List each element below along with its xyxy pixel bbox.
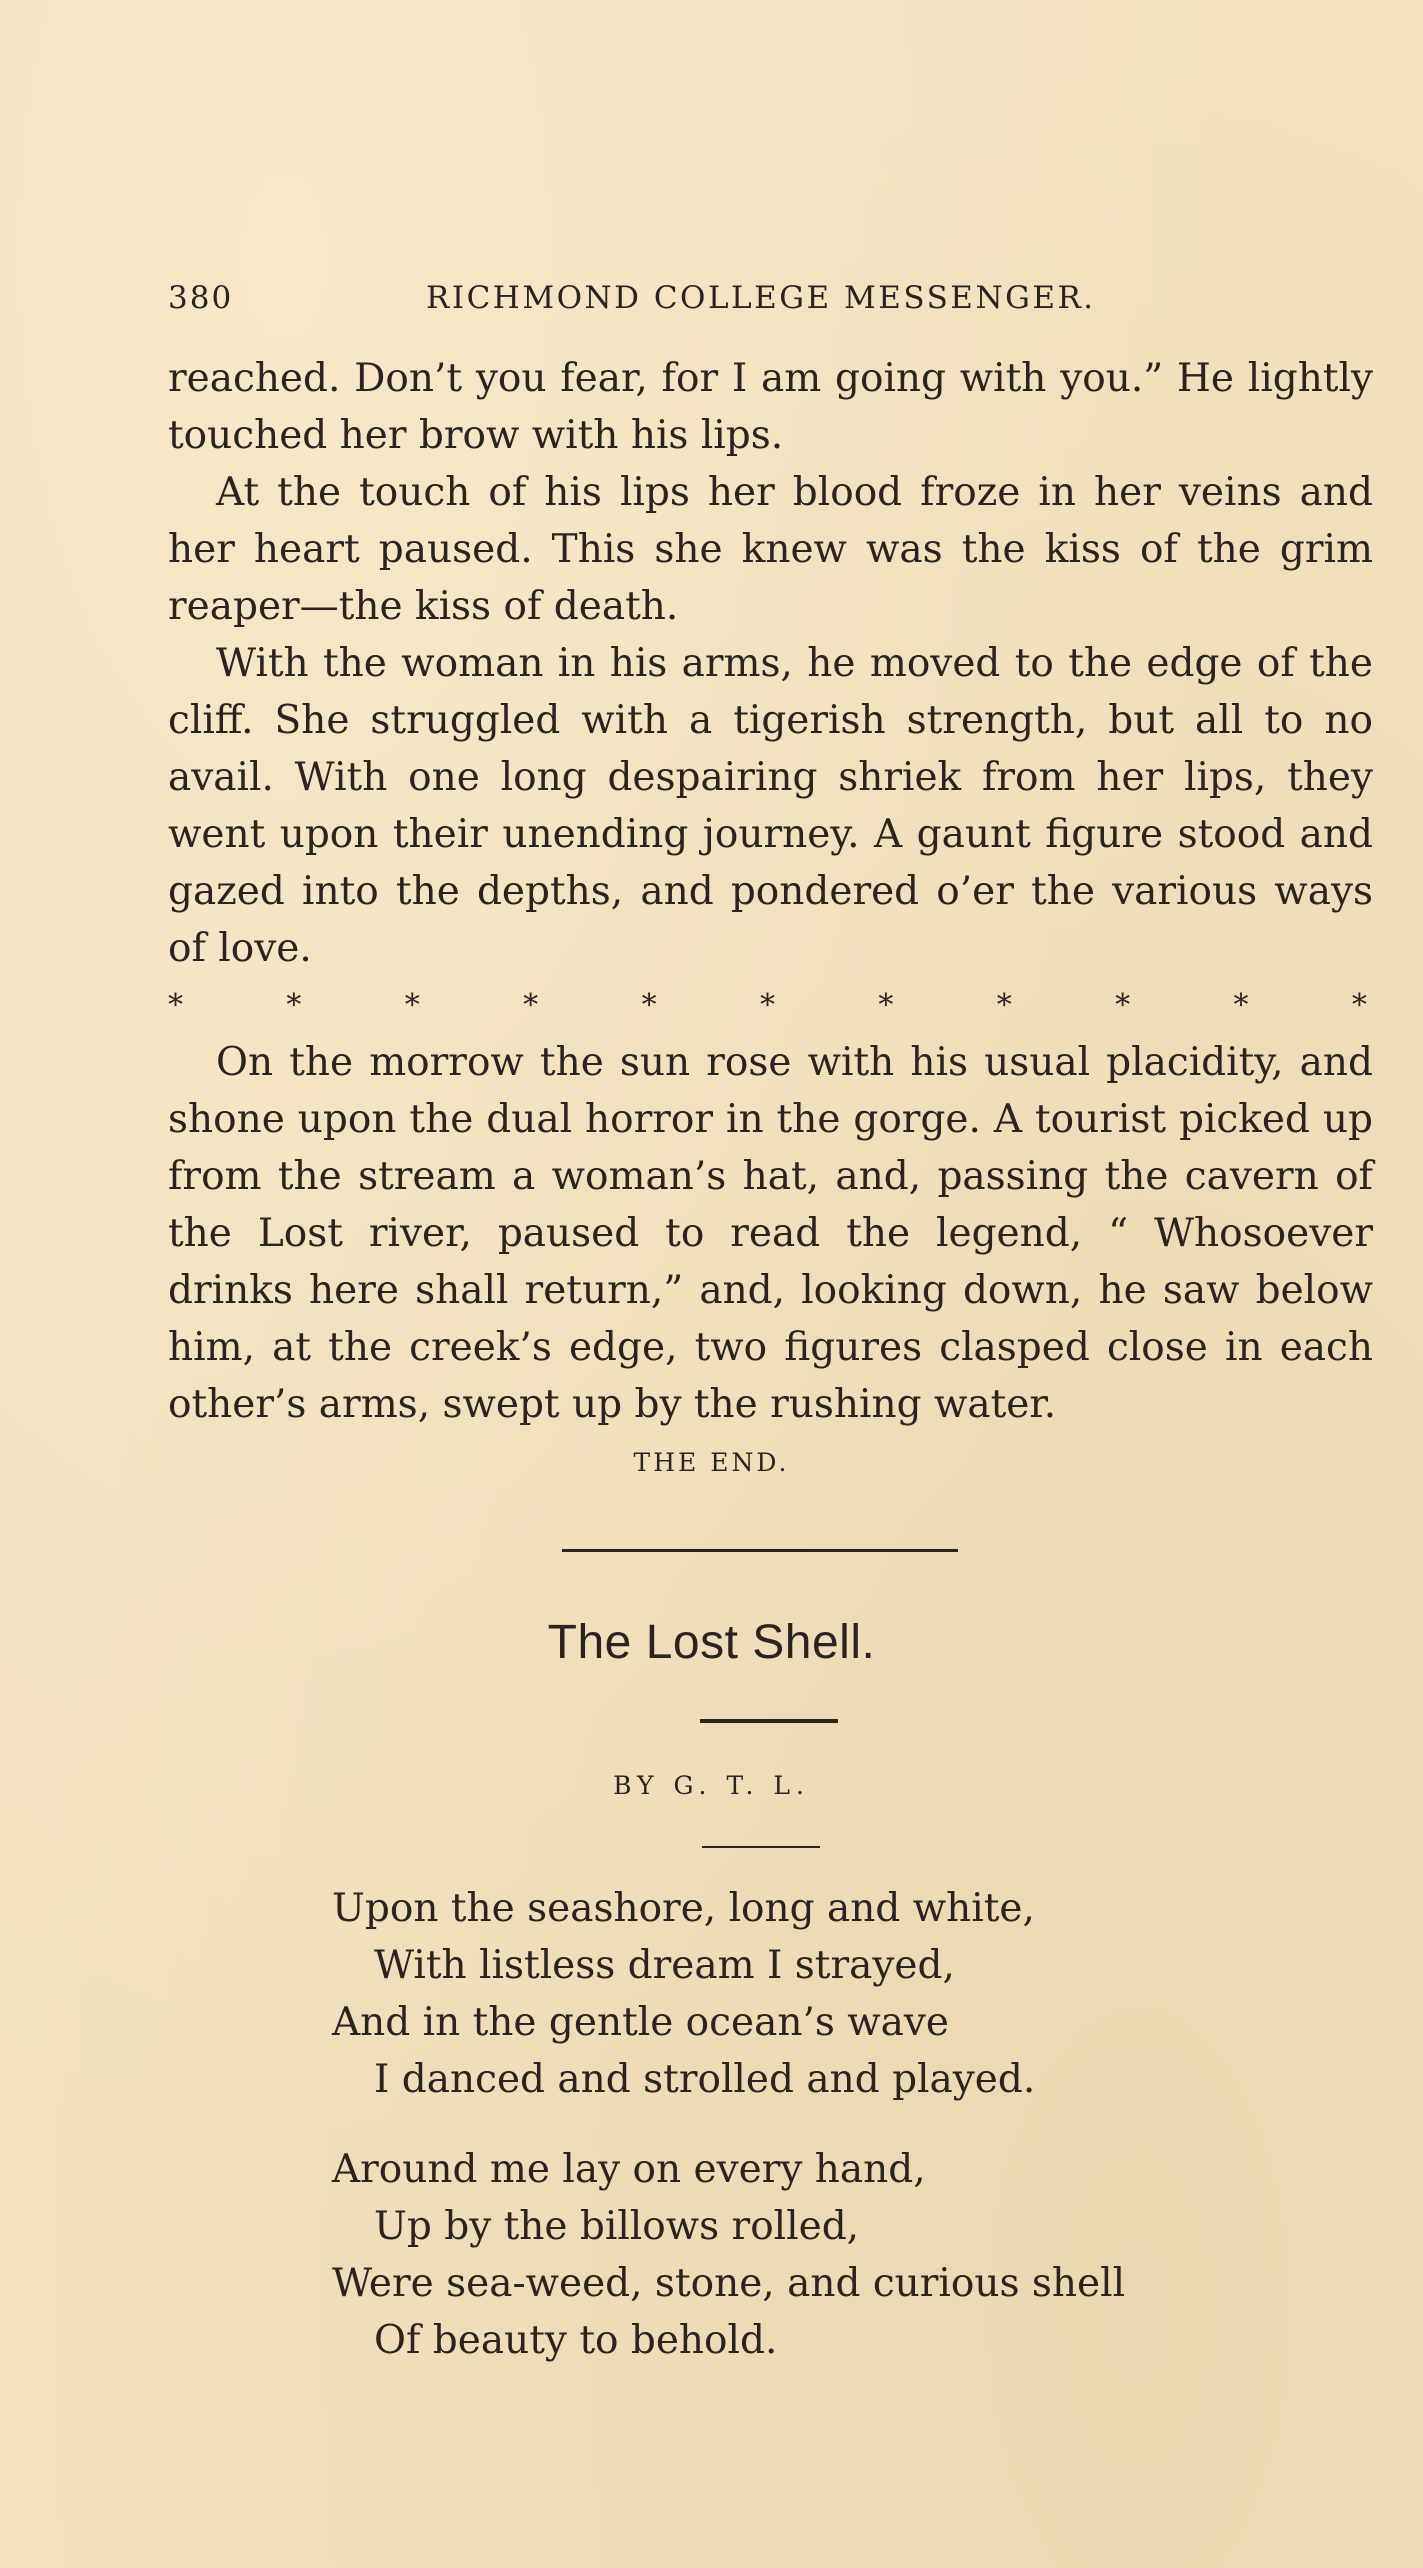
poem-line: With listless dream I strayed,	[374, 1943, 955, 1988]
asterisk: *	[641, 988, 657, 1023]
poem-line: Were sea-weed, stone, and curious shell	[332, 2261, 1126, 2306]
asterisk-separator	[168, 977, 1373, 1034]
asterisk: *	[404, 988, 420, 1023]
paragraph: At the touch of his lips her blood froze in her veins and her heart paused. This she knew was the kiss of the grim reaper—the kiss of death.	[168, 470, 1373, 629]
asterisk: *	[523, 988, 539, 1023]
asterisk: *	[1351, 988, 1367, 1023]
page-number: 380	[168, 280, 234, 316]
story-text	[168, 350, 1373, 1433]
running-header	[168, 280, 1373, 320]
byline-rule	[702, 1846, 820, 1848]
poem-line: Upon the seashore, long and white,	[332, 1886, 1035, 1931]
poem-body	[332, 1880, 1232, 2402]
asterisk: *	[759, 988, 775, 1023]
paragraph: On the morrow the sun rose with his usual placidity, and shone upon the dual horror in the gorge. A tourist picked up from the stream a woman’s hat, and, passing the cavern of the Lost river, paused to read the legend, “ Whosoever drinks here shall return,” and, looking down, he saw below him, at the creek’s edge, two figures clasped close in each other’s arms, swept up by the rushing water.	[168, 1040, 1373, 1427]
poem-title: The Lost Shell.	[547, 1616, 876, 1669]
poem-line: Of beauty to behold.	[374, 2318, 778, 2363]
title-rule	[700, 1719, 838, 1723]
poem-line: And in the gentle ocean’s wave	[332, 2000, 950, 2045]
asterisk: *	[996, 988, 1012, 1023]
stanza	[332, 2141, 1232, 2369]
poem-line: Up by the billows rolled,	[374, 2204, 860, 2249]
asterisk: *	[1233, 988, 1249, 1023]
paragraph: With the woman in his arms, he moved to the edge of the cliff. She struggled with a tigerish strength, but all to no avail. With one long despairing shriek from her lips, they went upon their unending journey. A gaunt figure stood and gazed into the depths, and pondered o’er the various ways of love.	[168, 641, 1373, 971]
asterisk: *	[878, 988, 894, 1023]
running-title: RICHMOND COLLEGE MESSENGER.	[426, 280, 1096, 316]
paragraph: reached. Don’t you fear, for I am going with you.” He lightly touched her brow with his lips.	[168, 356, 1373, 458]
asterisk: *	[286, 988, 302, 1023]
poem-byline: BY G. T. L.	[613, 1771, 810, 1800]
the-end-label: THE END.	[633, 1448, 790, 1477]
asterisk: *	[168, 988, 183, 1023]
section-divider	[562, 1549, 958, 1552]
asterisk: *	[1115, 988, 1131, 1023]
stanza	[332, 1880, 1232, 2108]
poem-line: I danced and strolled and played.	[374, 2057, 1036, 2102]
poem-line: Around me lay on every hand,	[332, 2147, 926, 2192]
